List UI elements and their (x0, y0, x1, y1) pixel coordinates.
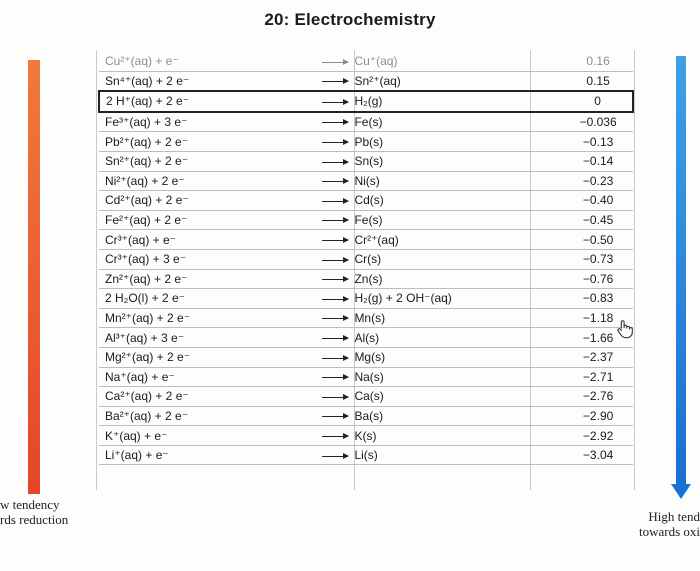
reactant-cell: Ca²⁺(aq) + 2 e⁻ (99, 387, 278, 407)
table-row (99, 52, 633, 71)
product-text: Sn²⁺(aq) (354, 73, 401, 88)
table-row (99, 367, 633, 387)
potential-cell: −2.92 (507, 426, 633, 446)
product-text: K(s) (354, 428, 377, 443)
table-row (99, 289, 633, 309)
potential-cell: −2.71 (507, 367, 633, 387)
product-cell (278, 347, 507, 367)
product-cell (278, 387, 507, 407)
product-cell (278, 52, 507, 71)
potential-cell: −1.66 (507, 328, 633, 348)
product-text: Zn(s) (354, 271, 383, 286)
table-row (99, 112, 633, 132)
arrow-right-icon (322, 162, 348, 163)
potential-cell: −0.73 (507, 249, 633, 269)
left-caption-line: rds reduction (0, 512, 69, 527)
product-text: Li(s) (354, 448, 378, 463)
arrow-right-icon (322, 318, 348, 319)
table-row (99, 387, 633, 407)
potential-cell: −0.13 (507, 132, 633, 152)
reactant-cell: Cd²⁺(aq) + 2 e⁻ (99, 191, 278, 211)
product-text: Sn(s) (354, 154, 384, 169)
right-caption-line: High tend (648, 509, 700, 524)
table-row (99, 249, 633, 269)
reactant-cell: Na⁺(aq) + e⁻ (99, 367, 278, 387)
hand-pointer-icon (614, 318, 636, 340)
product-text: Na(s) (354, 369, 384, 384)
product-text: Al(s) (354, 330, 380, 345)
reactant-cell: Mn²⁺(aq) + 2 e⁻ (99, 308, 278, 328)
reactant-cell: Zn²⁺(aq) + 2 e⁻ (99, 269, 278, 289)
table-row (99, 91, 633, 112)
potential-cell: −0.83 (507, 289, 633, 309)
arrow-right-icon (322, 436, 348, 437)
arrow-right-icon (322, 397, 348, 398)
potential-cell: −1.18 (507, 308, 633, 328)
potential-cell: −0.036 (507, 112, 633, 132)
potential-cell: −0.76 (507, 269, 633, 289)
arrow-right-icon (322, 358, 348, 359)
table-row (99, 406, 633, 426)
reactant-cell: Mg²⁺(aq) + 2 e⁻ (99, 347, 278, 367)
product-text: Ba(s) (354, 408, 384, 423)
arrow-right-icon (322, 220, 348, 221)
potential-cell: −2.76 (507, 387, 633, 407)
potential-cell: −2.37 (507, 347, 633, 367)
table-row (99, 269, 633, 289)
arrow-right-icon (322, 181, 348, 182)
product-cell (278, 91, 507, 112)
product-text: Cr(s) (354, 252, 382, 267)
arrow-right-icon (322, 62, 348, 63)
arrow-right-icon (322, 260, 348, 261)
product-text: Mn(s) (354, 311, 386, 326)
potential-cell: 0.16 (507, 52, 633, 71)
arrow-right-icon (322, 279, 348, 280)
product-cell (278, 210, 507, 230)
left-caption-line: w tendency (0, 497, 60, 512)
table-row (99, 71, 633, 91)
product-cell (278, 191, 507, 211)
product-text: Cd(s) (354, 193, 384, 208)
product-cell (278, 328, 507, 348)
potential-cell: −0.45 (507, 210, 633, 230)
table-row (99, 210, 633, 230)
product-text: Ca(s) (354, 389, 384, 404)
divider (96, 50, 97, 490)
potential-cell: 0.15 (507, 71, 633, 91)
product-cell (278, 171, 507, 191)
arrow-right-icon (322, 377, 348, 378)
potential-cell: 0 (507, 91, 633, 112)
reduction-tendency-bar (28, 60, 40, 494)
reactant-cell: Cr³⁺(aq) + 3 e⁻ (99, 249, 278, 269)
table-row (99, 151, 633, 171)
reactant-cell: Pb²⁺(aq) + 2 e⁻ (99, 132, 278, 152)
oxidation-tendency-bar (676, 56, 686, 486)
product-cell (278, 132, 507, 152)
right-caption (639, 509, 700, 539)
arrow-right-icon (322, 456, 348, 457)
table-row (99, 445, 633, 465)
product-text: Cr²⁺(aq) (354, 232, 399, 247)
reactant-cell: K⁺(aq) + e⁻ (99, 426, 278, 446)
table-row (99, 132, 633, 152)
table-row (99, 308, 633, 328)
reactant-cell: Cr³⁺(aq) + e⁻ (99, 230, 278, 250)
table-row (99, 171, 633, 191)
product-cell (278, 151, 507, 171)
divider (634, 50, 635, 490)
product-text: Mg(s) (354, 350, 386, 365)
table-row (99, 230, 633, 250)
product-cell (278, 289, 507, 309)
arrow-right-icon (322, 201, 348, 202)
reactant-cell: Fe²⁺(aq) + 2 e⁻ (99, 210, 278, 230)
right-caption-line: towards oxi (638, 524, 700, 539)
reactant-cell: Li⁺(aq) + e⁻ (99, 445, 278, 465)
product-cell (278, 112, 507, 132)
potential-cell: −0.40 (507, 191, 633, 211)
reactant-cell: Ni²⁺(aq) + 2 e⁻ (99, 171, 278, 191)
product-cell (278, 367, 507, 387)
product-cell (278, 445, 507, 465)
reactant-cell: Ba²⁺(aq) + 2 e⁻ (99, 406, 278, 426)
product-cell (278, 249, 507, 269)
product-text: H₂(g) (354, 94, 383, 109)
product-cell (278, 269, 507, 289)
product-cell (278, 426, 507, 446)
reactant-cell: Sn⁴⁺(aq) + 2 e⁻ (99, 71, 278, 91)
reactant-cell: Fe³⁺(aq) + 3 e⁻ (99, 112, 278, 132)
reactant-cell: 2 H₂O(l) + 2 e⁻ (99, 289, 278, 309)
table-row (99, 426, 633, 446)
table-row (99, 328, 633, 348)
potential-cell: −3.04 (507, 445, 633, 465)
arrow-down-icon (671, 484, 691, 499)
product-text: H₂(g) + 2 OH⁻(aq) (354, 291, 452, 306)
reactant-cell: 2 H⁺(aq) + 2 e⁻ (99, 91, 278, 112)
product-text: Cu⁺(aq) (354, 54, 398, 69)
product-cell (278, 406, 507, 426)
left-caption (0, 497, 68, 527)
potential-cell: −0.50 (507, 230, 633, 250)
product-text: Pb(s) (354, 134, 384, 149)
arrow-right-icon (322, 299, 348, 300)
arrow-right-icon (322, 122, 348, 123)
product-text: Fe(s) (354, 115, 383, 130)
product-text: Fe(s) (354, 213, 383, 228)
potential-cell: −2.90 (507, 406, 633, 426)
page-title: 20: Electrochemistry (264, 10, 436, 29)
arrow-right-icon (322, 81, 348, 82)
product-cell (278, 230, 507, 250)
arrow-right-icon (322, 240, 348, 241)
table-row (99, 191, 633, 211)
potential-cell: −0.23 (507, 171, 633, 191)
reactant-cell: Sn²⁺(aq) + 2 e⁻ (99, 151, 278, 171)
arrow-right-icon (322, 338, 348, 339)
arrow-right-icon (322, 102, 348, 103)
reactant-cell: Cu²⁺(aq) + e⁻ (99, 52, 278, 71)
reactant-cell: Al³⁺(aq) + 3 e⁻ (99, 328, 278, 348)
product-cell (278, 71, 507, 91)
potential-cell: −0.14 (507, 151, 633, 171)
arrow-right-icon (322, 142, 348, 143)
product-text: Ni(s) (354, 173, 380, 188)
reduction-potential-table (98, 52, 634, 465)
product-cell (278, 308, 507, 328)
table-row (99, 347, 633, 367)
arrow-right-icon (322, 416, 348, 417)
